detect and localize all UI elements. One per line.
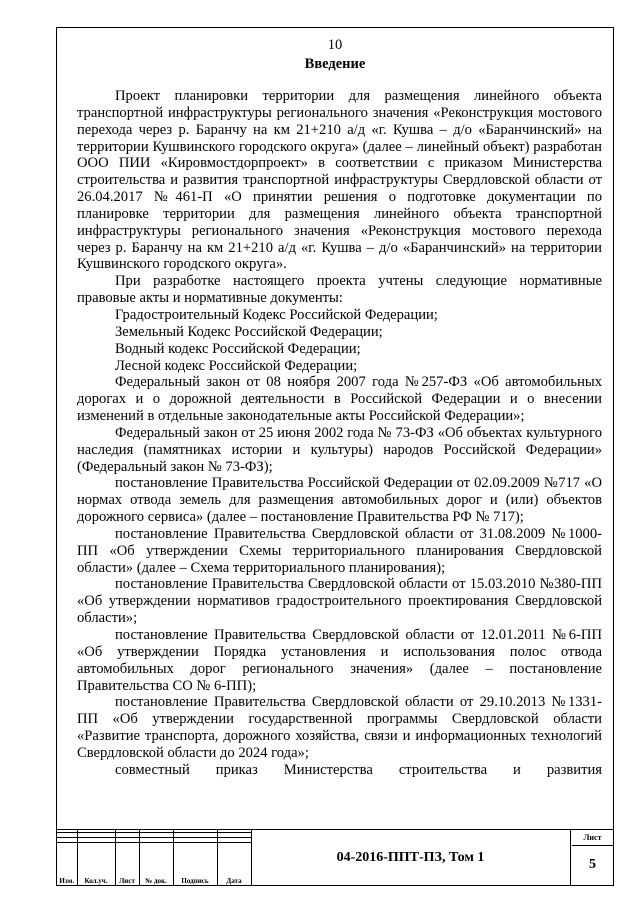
paragraph: Федеральный закон от 08 ноября 2007 года №257-ФЗ «Об автомобильных дорогах и о дорожной деятельности в Российской Федерации и о внесении изменений в отдельные законодательные акты Российской Федерации»; [77, 374, 602, 425]
body-text [77, 88, 602, 779]
revision-table [57, 830, 251, 885]
title-block [57, 829, 613, 885]
column-header: Подпись [173, 843, 217, 886]
column-header: Кол.уч. [77, 843, 115, 886]
sheet-number: 5 [589, 857, 596, 872]
paragraph: Лесной кодекс Российской Федерации; [115, 357, 358, 374]
document-code: 04-2016-ППТ-ПЗ, Том 1 [251, 830, 571, 885]
section-title: Введение [304, 56, 366, 72]
paragraph: постановление Правительства Свердловской области от 12.01.2011 №6-ПП «Об утверждении Порядка установления и использования полос отвода автомобильных дорог регионального значения» (далее – постановление Правительства СО № 6-ПП); [77, 627, 602, 694]
paragraph: совместный приказ Министерства строительства и развития [115, 761, 602, 778]
sheet-box [572, 830, 613, 885]
sheet-label: Лист [572, 830, 613, 846]
page-number: 10 [327, 37, 343, 53]
paragraph: Проект планировки территории для размещения линейного объекта транспортной инфраструктуры регионального значения «Реконструкция мостового перехода через р. Баранчу на км 21+210 а/д «г. Кушва – д/о «Баранчинский» на территории Кушвинского городского округа» (далее – линейный объект) разработан ООО ПИИ «Кировмостдорпроект» в соответствии с приказом Министерства строительства и развития транспортной инфраструктуры Свердловской области от 26.04.2017 №461-П «О принятии решения о подготовке документации по планировке территории для размещения линейного объекта транспортной инфраструктуры регионального значения «Реконструкция мостового перехода через р. Баранчу на км 21+210 а/д «г. Кушва – д/о «Баранчинский» на территории Кушвинского городского округа». [77, 88, 602, 273]
paragraph: постановление Правительства Российской Федерации от 02.09.2009 №717 «О нормах отвода земель для размещения автомобильных дорог и (или) объектов дорожного сервиса» (далее – постановление Правительства РФ № 717); [77, 475, 602, 526]
column-header: Дата [217, 843, 251, 886]
paragraph: постановление Правительства Свердловской области от 15.03.2010 №380-ПП «Об утверждении нормативов градостроительного проектирования Свердловской области»; [77, 576, 602, 627]
paragraph: Градостроительный Кодекс Российской Федерации; [115, 306, 438, 323]
page-frame [56, 27, 614, 886]
paragraph: постановление Правительства Свердловской области от 31.08.2009 №1000-ПП «Об утверждении Схемы территориального планирования Свердловской области» (далее – Схема территориального планирования); [77, 525, 602, 576]
paragraph: Земельный Кодекс Российской Федерации; [115, 323, 383, 340]
paragraph: Федеральный закон от 25 июня 2002 года № 73-ФЗ «Об объектах культурного наследия (памятниках истории и культуры) народов Российской Федерации» (Федеральный закон № 73-ФЗ); [77, 424, 602, 475]
column-header: Лист [115, 843, 139, 886]
paragraph: При разработке настоящего проекта учтены следующие нормативные правовые акты и нормативные документы: [77, 273, 602, 307]
paragraph: постановление Правительства Свердловской области от 29.10.2013 №1331-ПП «Об утверждении государственной программы Свердловской области «Развитие транспорта, дорожного хозяйства, связи и информационных технологий Свердловской области до 2024 года»; [77, 694, 602, 761]
column-header: № док. [139, 843, 173, 886]
paragraph: Водный кодекс Российской Федерации; [115, 340, 361, 357]
column-header: Изм. [57, 843, 77, 886]
